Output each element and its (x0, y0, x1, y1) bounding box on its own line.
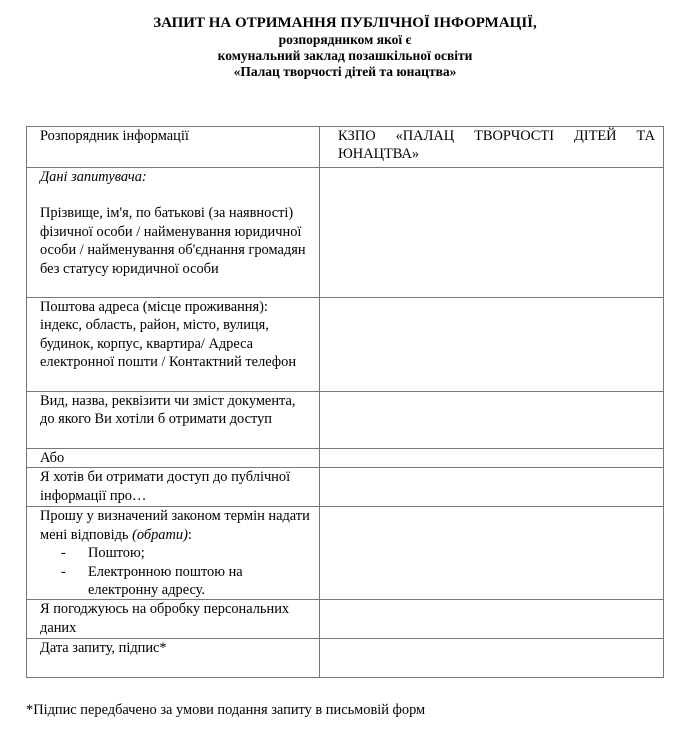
header-line-2: розпорядником якої є (278, 32, 412, 47)
table-row (27, 468, 664, 507)
request-form-table (26, 126, 664, 678)
info-holder-label: Розпорядник інформації (27, 127, 320, 168)
document-title: ЗАПИТ НА ОТРИМАННЯ ПУБЛІЧНОЇ ІНФОРМАЦІЇ, (153, 15, 537, 31)
option-post[interactable] (40, 544, 311, 562)
option-email[interactable] (40, 563, 311, 600)
document-details-field[interactable] (320, 392, 664, 449)
table-row (27, 127, 664, 168)
table-row (27, 168, 664, 298)
table-row (27, 600, 664, 639)
document-header (0, 14, 690, 80)
or-field (320, 449, 664, 468)
table-row (27, 298, 664, 392)
response-method-colon: : (187, 526, 192, 543)
table-row (27, 507, 664, 600)
signature-footnote: *Підпис передбачено за умови подання запиту в письмовій форм (26, 702, 426, 718)
consent-field[interactable] (320, 600, 664, 639)
response-method-text: Прошу у визначений законом термін надати мені відповідь (40, 508, 310, 543)
requester-data-cell (27, 168, 320, 298)
info-holder-value: КЗПО «ПАЛАЦ ТВОРЧОСТІ ДІТЕЙ ТА ЮНАЦТВА» (320, 127, 664, 168)
public-info-access-label: Я хотів би отримати доступ до публічної інформації про… (27, 468, 320, 507)
postal-address-field[interactable] (320, 298, 664, 392)
table-row (27, 639, 664, 678)
requester-name-label: Прізвище, ім'я, по батькові (за наявності) фізичної особи / найменування юридичної особи / найменування об'єднання громадян без статусу юридичної особи (40, 205, 306, 277)
postal-address-label: Поштова адреса (місце проживання): індекс, область, район, місто, вулиця, будинок, корпус, квартира/ Адреса електронної пошти / Контактний телефон (27, 298, 320, 392)
response-method-cell (27, 507, 320, 600)
requester-data-heading: Дані запитувача: (40, 169, 147, 185)
consent-label: Я погоджуюсь на обробку персональних даних (27, 600, 320, 639)
option-email-label: Електронною поштою на електронну адресу. (88, 563, 243, 599)
public-info-access-field[interactable] (320, 468, 664, 507)
or-label: Або (27, 449, 320, 468)
requester-name-field[interactable] (320, 168, 664, 298)
option-dash: - (61, 545, 66, 562)
table-row (27, 392, 664, 449)
option-post-label: Поштою; (88, 545, 145, 562)
response-method-label (40, 507, 311, 544)
header-line-3: комунальний заклад позашкільної освіти (217, 48, 473, 63)
date-signature-label: Дата запиту, підпис* (27, 639, 320, 678)
response-method-field[interactable] (320, 507, 664, 600)
table-row (27, 449, 664, 468)
choose-note: (обрати) (132, 526, 188, 543)
date-signature-field[interactable] (320, 639, 664, 678)
document-details-label: Вид, назва, реквізити чи зміст документа, до якого Ви хотіли б отримати доступ (27, 392, 320, 449)
header-line-4: «Палац творчості дітей та юнацтва» (233, 64, 457, 79)
option-dash: - (61, 563, 66, 580)
